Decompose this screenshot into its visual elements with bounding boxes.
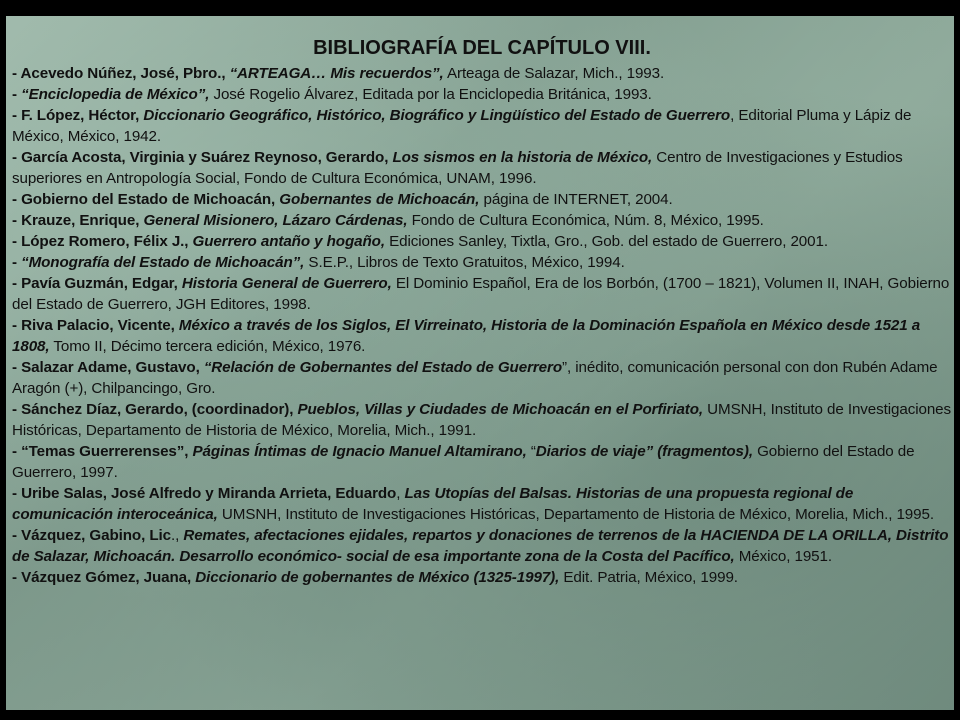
page-title: BIBLIOGRAFÍA DEL CAPÍTULO VIII. bbox=[313, 37, 651, 59]
entry-text: - López Romero, Félix J., bbox=[12, 233, 193, 250]
entry-text: - Uribe Salas, José Alfredo y Miranda Arrieta, Eduardo bbox=[12, 485, 397, 502]
entry-text: , Editorial Pluma y Lápiz de México, México, 1942. bbox=[12, 107, 912, 145]
entry-text: México, 1951. bbox=[734, 548, 832, 565]
entry-text: Edit. Patria, México, 1999. bbox=[559, 569, 738, 586]
slide-background bbox=[6, 16, 954, 710]
entry-text: - Vázquez Gómez, Juana, bbox=[12, 569, 196, 586]
entry-text: Tomo II, Décimo tercera edición, México, 1976. bbox=[49, 338, 366, 355]
entry-text: El Dominio Español, Era de los Borbón, (1700 – 1821), Volumen II, INAH, Gobierno del Estado de Guerrero, JGH Editores, 1998. bbox=[12, 275, 950, 313]
entry-text: UMSNH, Instituto de Investigaciones Históricas, Departamento de Historia de México, Morelia, Mich., 1995. bbox=[217, 506, 934, 523]
bibliography-entry bbox=[12, 357, 952, 399]
entry-text: México a través de los Siglos, El Virreinato, Historia de la Dominación Española en México desde 1521 a 1808, bbox=[12, 317, 921, 355]
entry-text: - “Temas Guerrerenses”, bbox=[12, 443, 193, 460]
entry-text: - Acevedo Núñez, José, Pbro., bbox=[12, 65, 230, 82]
entry-text: - Gobierno del Estado de Michoacán, bbox=[12, 191, 280, 208]
entry-text: S.E.P., Libros de Texto Gratuitos, México, 1994. bbox=[304, 254, 625, 271]
bibliography-entry bbox=[12, 273, 952, 315]
bibliography-entry bbox=[12, 441, 952, 483]
bibliography-entry bbox=[12, 147, 952, 189]
entry-text: “Enciclopedia de México”, bbox=[21, 86, 210, 103]
entry-text: - Sánchez Díaz, Gerardo, (coordinador), bbox=[12, 401, 298, 418]
entry-text: Fondo de Cultura Económica, Núm. 8, México, 1995. bbox=[407, 212, 764, 229]
bibliography-entry bbox=[12, 399, 952, 441]
entry-text: - Krauze, Enrique, bbox=[12, 212, 144, 229]
bibliography-entry bbox=[12, 231, 952, 252]
bibliography-entry bbox=[12, 84, 952, 105]
entry-text: Arteaga de Salazar, Mich., 1993. bbox=[443, 65, 665, 82]
entry-text: - Salazar Adame, Gustavo, bbox=[12, 359, 204, 376]
bibliography-entry bbox=[12, 189, 952, 210]
entry-text: Gobierno del Estado de Guerrero, 1997. bbox=[12, 443, 915, 481]
bibliography-entry bbox=[12, 315, 952, 357]
entry-text: UMSNH, Instituto de Investigaciones Históricas, Departamento de Historia de México, Morelia, Mich., 1991. bbox=[12, 401, 952, 439]
entry-text: Ediciones Sanley, Tixtla, Gro., Gob. del estado de Guerrero, 2001. bbox=[384, 233, 828, 250]
entry-text: - bbox=[12, 86, 22, 103]
entry-text: - Riva Palacio, Vicente, bbox=[12, 317, 179, 334]
entry-text: “Relación de Gobernantes del Estado de Guerrero bbox=[203, 359, 563, 376]
entry-text: página de INTERNET, 2004. bbox=[479, 191, 673, 208]
entry-text: Historia General de Guerrero, bbox=[181, 275, 392, 292]
bibliography-entry bbox=[12, 567, 952, 588]
entry-text: - Pavía Guzmán, Edgar, bbox=[12, 275, 182, 292]
bibliography-entry bbox=[12, 210, 952, 231]
entry-text: Remates, afectaciones ejidales, repartos y donaciones de terrenos de la HACIENDA DE LA ORILLA, Distrito de Salazar, Michoacán. Desarrollo económico- social de esa importante zona de la Costa del Pacífico, bbox=[12, 527, 949, 565]
entry-text: “ARTEAGA… Mis recuerdos”, bbox=[229, 65, 444, 82]
entry-text: Diccionario de gobernantes de México (1325-1997), bbox=[195, 569, 560, 586]
slide-content bbox=[12, 36, 952, 588]
entry-text: “Monografía del Estado de Michoacán”, bbox=[21, 254, 305, 271]
entry-text: Páginas Íntimas de Ignacio Manuel Altamirano, bbox=[192, 443, 527, 460]
entry-text: Diccionario Geográfico, Histórico, Biográfico y Lingüístico del Estado de Guerrero bbox=[143, 107, 731, 124]
entry-text: - bbox=[12, 254, 22, 271]
entry-text: “ bbox=[526, 443, 536, 460]
entry-text: ”, inédito, comunicación personal con don Rubén Adame Aragón (+), Chilpancingo, Gro. bbox=[12, 359, 938, 397]
entry-text: Las Utopías del Balsas. Historias de una propuesta regional de comunicación interoceánica, bbox=[12, 485, 854, 523]
bibliography-entry bbox=[12, 525, 952, 567]
entry-text: - García Acosta, Virginia y Suárez Reynoso, Gerardo, bbox=[12, 149, 393, 166]
entry-text: - Vázquez, Gabino, Lic bbox=[12, 527, 171, 544]
entry-text: ., bbox=[170, 527, 184, 544]
bibliography-list bbox=[12, 63, 952, 588]
entry-text: , bbox=[396, 485, 405, 502]
entry-text: Centro de Investigaciones y Estudios superiores en Antropología Social, Fondo de Cultura Económica, UNAM, 1996. bbox=[12, 149, 903, 187]
entry-text: Pueblos, Villas y Ciudades de Michoacán en el Porfiriato, bbox=[297, 401, 704, 418]
entry-text: Diarios de viaje” (fragmentos), bbox=[535, 443, 753, 460]
entry-text: General Misionero, Lázaro Cárdenas, bbox=[143, 212, 408, 229]
entry-text: Guerrero antaño y hogaño, bbox=[192, 233, 385, 250]
entry-text: José Rogelio Álvarez, Editada por la Enciclopedia Británica, 1993. bbox=[209, 86, 652, 103]
bibliography-entry bbox=[12, 63, 952, 84]
bibliography-entry bbox=[12, 483, 952, 525]
bibliography-entry bbox=[12, 252, 952, 273]
bibliography-entry bbox=[12, 105, 952, 147]
entry-text: - F. López, Héctor, bbox=[12, 107, 144, 124]
entry-text: Gobernantes de Michoacán, bbox=[279, 191, 480, 208]
entry-text: Los sismos en la historia de México, bbox=[392, 149, 653, 166]
